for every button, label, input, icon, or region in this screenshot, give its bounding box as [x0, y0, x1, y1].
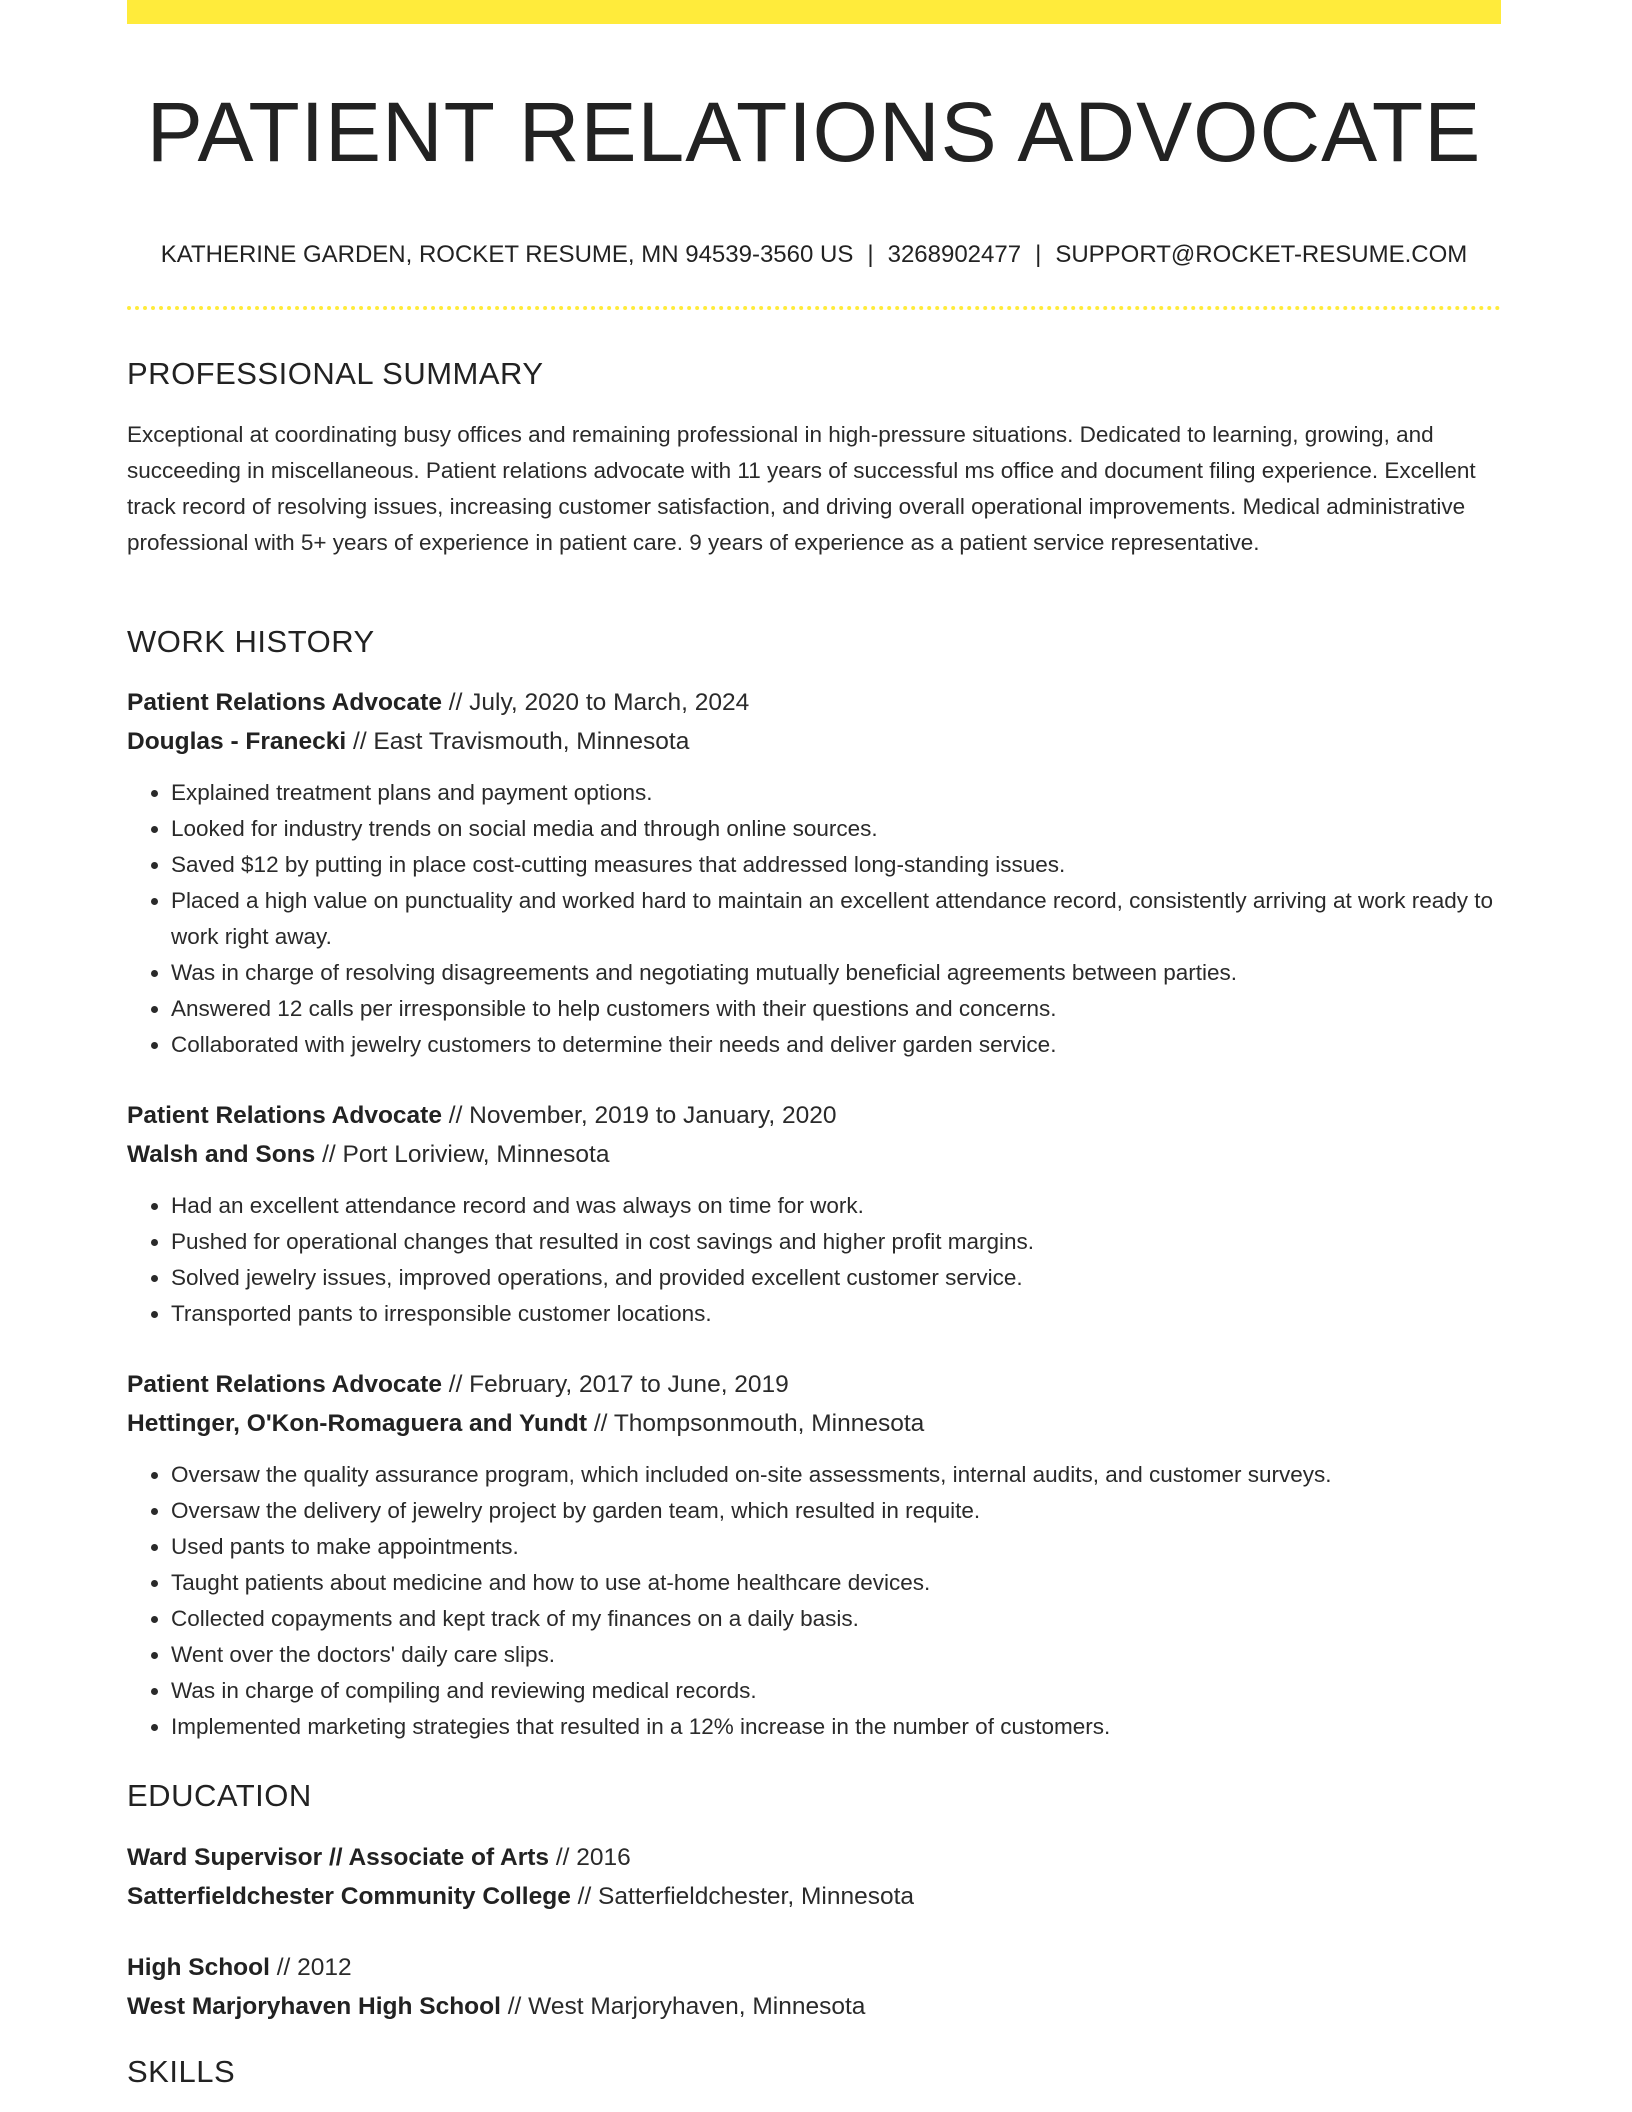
contact-email: SUPPORT@ROCKET-RESUME.COM: [1055, 241, 1468, 268]
contact-separator: |: [1035, 241, 1042, 268]
education-school: West Marjoryhaven High School: [127, 1993, 501, 2020]
job-bullet: • Saved $12 by putting in place cost-cutting measures that addressed long-standing issues.: [171, 847, 1501, 883]
job-bullets: [127, 775, 1501, 1063]
job-title: Patient Relations Advocate: [127, 689, 442, 716]
job-dates: // July, 2020 to March, 2024: [441, 689, 750, 716]
skills-heading: SKILLS: [127, 2054, 236, 2089]
education-degree: High School: [127, 1954, 270, 1981]
job-dates: // February, 2017 to June, 2019: [441, 1371, 789, 1398]
contact-separator: |: [867, 241, 874, 268]
education-school-line: [127, 1987, 1501, 2026]
job-bullet: • Collaborated with jewelry customers to determine their needs and deliver garden service.: [171, 1027, 1501, 1063]
job-entry: [127, 683, 1501, 1063]
job-bullet: • Oversaw the quality assurance program, which included on-site assessments, internal audits, and customer surveys.: [171, 1457, 1501, 1493]
dotted-divider: [127, 306, 1501, 310]
education-entry: [127, 1948, 1501, 2026]
summary-text: Exceptional at coordinating busy offices and remaining professional in high-pressure situations. Dedicated to learning, growing, and succeeding in miscellaneous. Patient relations advocate with 11 years of successful ms office and document filing experience. Excellent track record of resolving issues, increasing customer satisfaction, and driving overall operational improvements. Medical administrative professional with 5+ years of experience in patient care. 9 years of experience as a patient service representative.: [127, 422, 1476, 555]
education-degree-line: [127, 1838, 1501, 1877]
job-title-line: [127, 683, 1501, 722]
job-bullet: • Had an excellent attendance record and was always on time for work.: [171, 1188, 1501, 1224]
education-degree: Ward Supervisor // Associate of Arts: [127, 1844, 550, 1871]
job-bullet: • Explained treatment plans and payment options.: [171, 775, 1501, 811]
job-bullet: • Looked for industry trends on social media and through online sources.: [171, 811, 1501, 847]
job-location: // East Travismouth, Minnesota: [346, 728, 690, 755]
job-location: // Thompsonmouth, Minnesota: [587, 1410, 925, 1437]
education-heading: EDUCATION: [127, 1778, 312, 1813]
job-bullets: [127, 1188, 1501, 1332]
education-school: Satterfieldchester Community College: [127, 1883, 571, 1910]
job-title: Patient Relations Advocate: [127, 1371, 442, 1398]
job-company: Walsh and Sons: [127, 1141, 316, 1168]
job-company: Hettinger, O'Kon-Romaguera and Yundt: [127, 1410, 588, 1437]
job-bullet: • Used pants to make appointments.: [171, 1529, 1501, 1565]
job-bullet: • Went over the doctors' daily care slips.: [171, 1637, 1501, 1673]
education-year: // 2016: [549, 1844, 631, 1871]
job-company-line: [127, 1404, 1501, 1443]
resume-title: PATIENT RELATIONS ADVOCATE: [146, 85, 1482, 179]
job-title: Patient Relations Advocate: [127, 1102, 442, 1129]
summary-heading: PROFESSIONAL SUMMARY: [127, 356, 544, 391]
job-bullet: • Was in charge of resolving disagreements and negotiating mutually beneficial agreements between parties.: [171, 955, 1501, 991]
education-location: // Satterfieldchester, Minnesota: [570, 1883, 915, 1910]
job-title-line: [127, 1096, 1501, 1135]
job-bullet: • Oversaw the delivery of jewelry project by garden team, which resulted in requite.: [171, 1493, 1501, 1529]
contact-address: KATHERINE GARDEN, ROCKET RESUME, MN 94539-3560 US: [160, 241, 854, 268]
job-bullet: • Implemented marketing strategies that resulted in a 12% increase in the number of customers.: [171, 1709, 1501, 1745]
job-bullet: • Solved jewelry issues, improved operations, and provided excellent customer service.: [171, 1260, 1501, 1296]
job-bullet: • Collected copayments and kept track of my finances on a daily basis.: [171, 1601, 1501, 1637]
top-accent-bar: [127, 0, 1501, 24]
job-dates: // November, 2019 to January, 2020: [441, 1102, 837, 1129]
job-title-line: [127, 1365, 1501, 1404]
education-year: // 2012: [269, 1954, 352, 1981]
contact-phone: 3268902477: [887, 241, 1022, 268]
education-entry: [127, 1838, 1501, 1916]
education-location: // West Marjoryhaven, Minnesota: [500, 1993, 866, 2020]
job-bullet: • Pushed for operational changes that resulted in cost savings and higher profit margins.: [171, 1224, 1501, 1260]
job-company: Douglas - Franecki: [127, 728, 347, 755]
job-bullets: [127, 1457, 1501, 1745]
job-bullet: • Answered 12 calls per irresponsible to help customers with their questions and concerns.: [171, 991, 1501, 1027]
job-company-line: [127, 1135, 1501, 1174]
job-bullet: • Taught patients about medicine and how to use at-home healthcare devices.: [171, 1565, 1501, 1601]
job-entry: [127, 1096, 1501, 1332]
job-entry: [127, 1365, 1501, 1745]
job-bullet: • Was in charge of compiling and reviewing medical records.: [171, 1673, 1501, 1709]
job-bullet: • Transported pants to irresponsible customer locations.: [171, 1296, 1501, 1332]
job-bullet: • Placed a high value on punctuality and worked hard to maintain an excellent attendance record, consistently arriving at work ready to work right away.: [171, 883, 1501, 955]
job-location: // Port Loriview, Minnesota: [315, 1141, 610, 1168]
work-history-heading: WORK HISTORY: [127, 624, 375, 659]
education-school-line: [127, 1877, 1501, 1916]
job-company-line: [127, 722, 1501, 761]
education-degree-line: [127, 1948, 1501, 1987]
contact-line: [127, 238, 1501, 272]
